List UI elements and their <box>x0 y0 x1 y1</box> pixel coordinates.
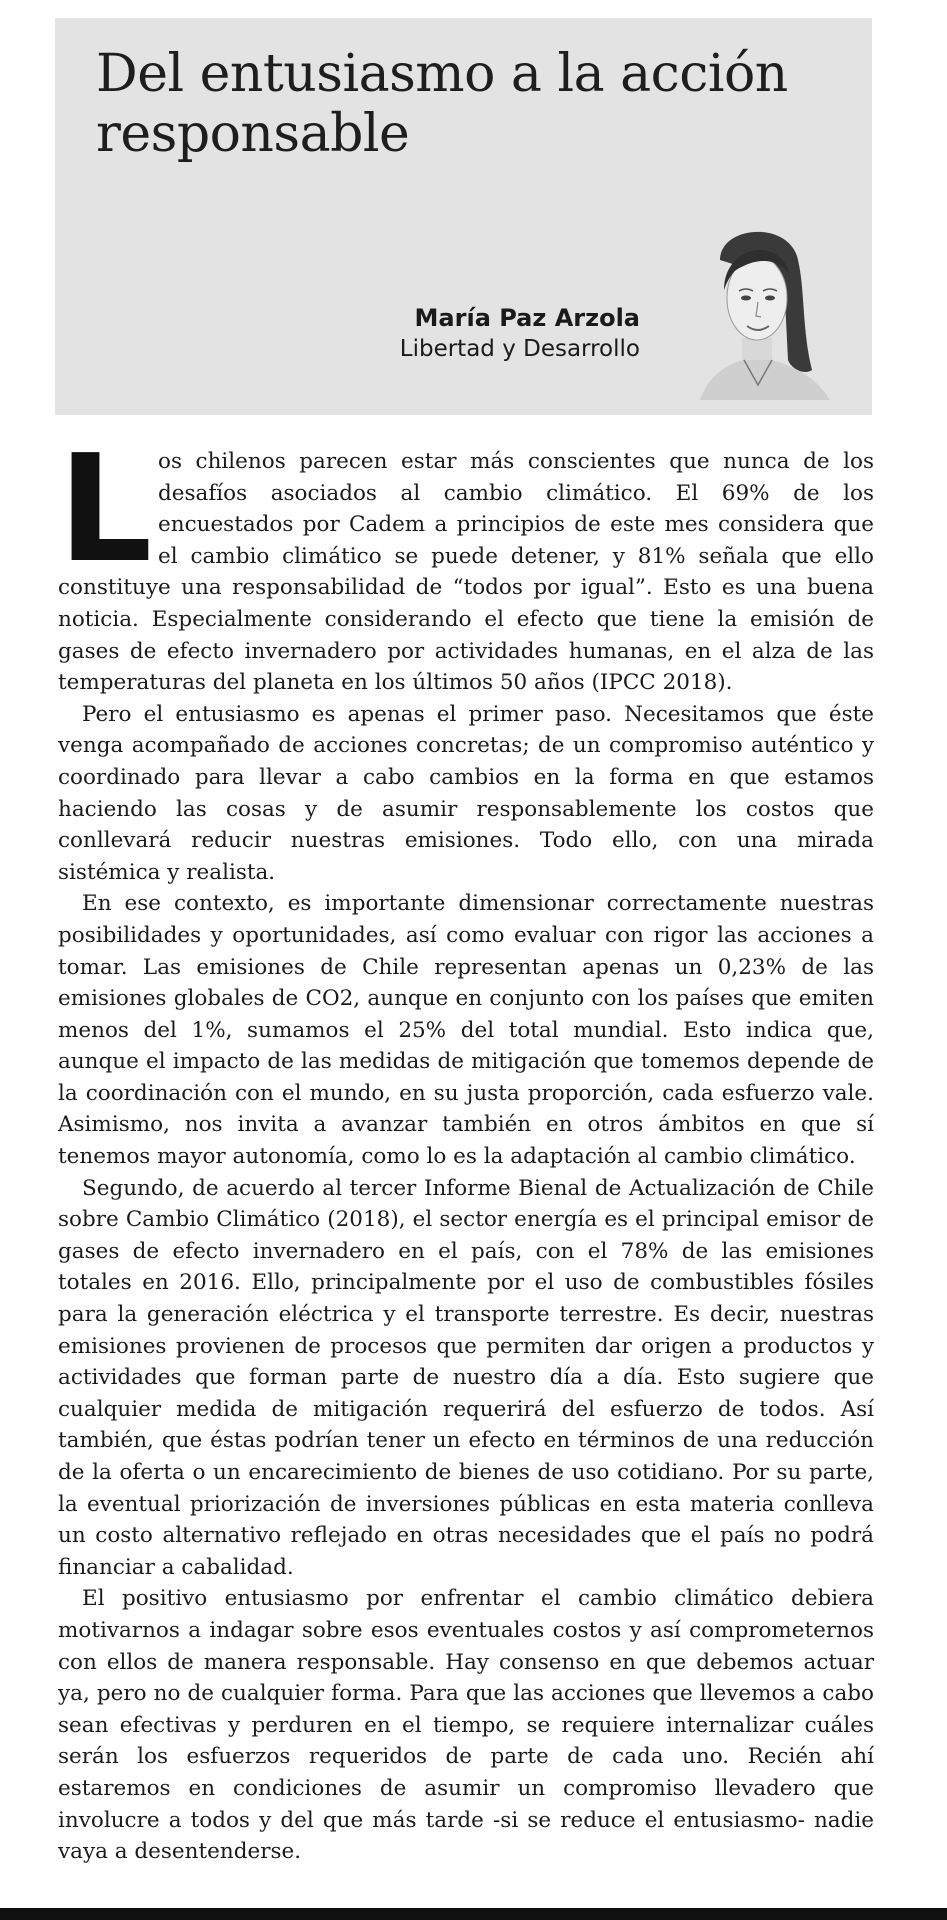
headline: Del entusiasmo a la acción responsable <box>96 44 788 164</box>
bottom-rule <box>0 1908 947 1920</box>
paragraph-1 <box>58 423 874 699</box>
author-name: María Paz Arzola <box>414 304 640 332</box>
drop-cap: L <box>58 423 153 595</box>
paragraph-5: El positivo entusiasmo por enfrentar el cambio climático debiera motivarnos a indagar sobre esos eventuales costos y así comprometernos con ellos de manera responsable. Hay consenso en que debemos actuar ya, pero no de cualquier forma. Para que las acciones que llevemos a cabo sean efectivas y perduren en el tiempo, se requiere internalizar cuáles serán los esfuerzos requeridos de parte de cada uno. Recién ahí estaremos en condiciones de asumir un compromiso llevadero que involucre a todos y del que más tarde -si se reduce el entusiasmo- nadie vaya a desentenderse. <box>58 1586 874 1865</box>
paragraph-4: Segundo, de acuerdo al tercer Informe Bienal de Actualización de Chile sobre Cambio Climático (2018), el sector energía es el principal emisor de gases de efecto invernadero en el país, con el 78% de las emisiones totales en 2016. Ello, principalmente por el uso de combustibles fósiles para la generación eléctrica y el transporte terrestre. Es decir, nuestras emisiones provienen de procesos que permiten dar origen a productos y actividades que forman parte de nuestro día a día. Esto sugiere que cualquier medida de mitigación requerirá del esfuerzo de todos. Así también, que éstas podrían tener un efecto en términos de una reducción de la oferta o un encarecimiento de bienes de uso cotidiano. Por su parte, la eventual priorización de inversiones públicas en esta materia conlleva un costo alternativo reflejado en otras necesidades que el país no podrá financiar a cabalidad. <box>58 1175 874 1580</box>
author-organization: Libertad y Desarrollo <box>399 336 640 362</box>
paragraph-3: En ese contexto, es importante dimensionar correctamente nuestras posibilidades y oportunidades, así como evaluar con rigor las acciones a tomar. Las emisiones de Chile representan apenas un 0,23% de las emisiones globales de CO2, aunque en conjunto con los países que emiten menos del 1%, sumamos el 25% del total mundial. Esto indica que, aunque el impacto de las medidas de mitigación que tomemos depende de la coordinación con el mundo, en su justa proporción, cada esfuerzo vale. Asimismo, nos invita a avanzar también en otros ámbitos en que sí tenemos mayor autonomía, como lo es la adaptación al cambio climático. <box>58 891 874 1170</box>
author-portrait <box>680 220 840 400</box>
article-body <box>58 423 874 1868</box>
paragraph-1-text: os chilenos parecen estar más conscientes que nunca de los desafíos asociados al cambio climático. El 69% de los encuestados por Cadem a principios de este mes considera que el cambio climático se puede detener, y 81% señala que ello constituye una responsabilidad de “todos por igual”. Esto es una buena noticia. Especialmente considerando el efecto que tiene la emisión de gases de efecto invernadero por actividades humanas, en el alza de las temperaturas del planeta en los últimos 50 años (IPCC 2018). <box>58 449 874 696</box>
paragraph-2: Pero el entusiasmo es apenas el primer paso. Necesitamos que éste venga acompañado de acciones concretas; de un compromiso auténtico y coordinado para llevar a cabo cambios en la forma en que estamos haciendo las cosas y de asumir responsablemente los costos que conllevará reducir nuestras emisiones. Todo ello, con una mirada sistémica y realista. <box>58 701 874 885</box>
